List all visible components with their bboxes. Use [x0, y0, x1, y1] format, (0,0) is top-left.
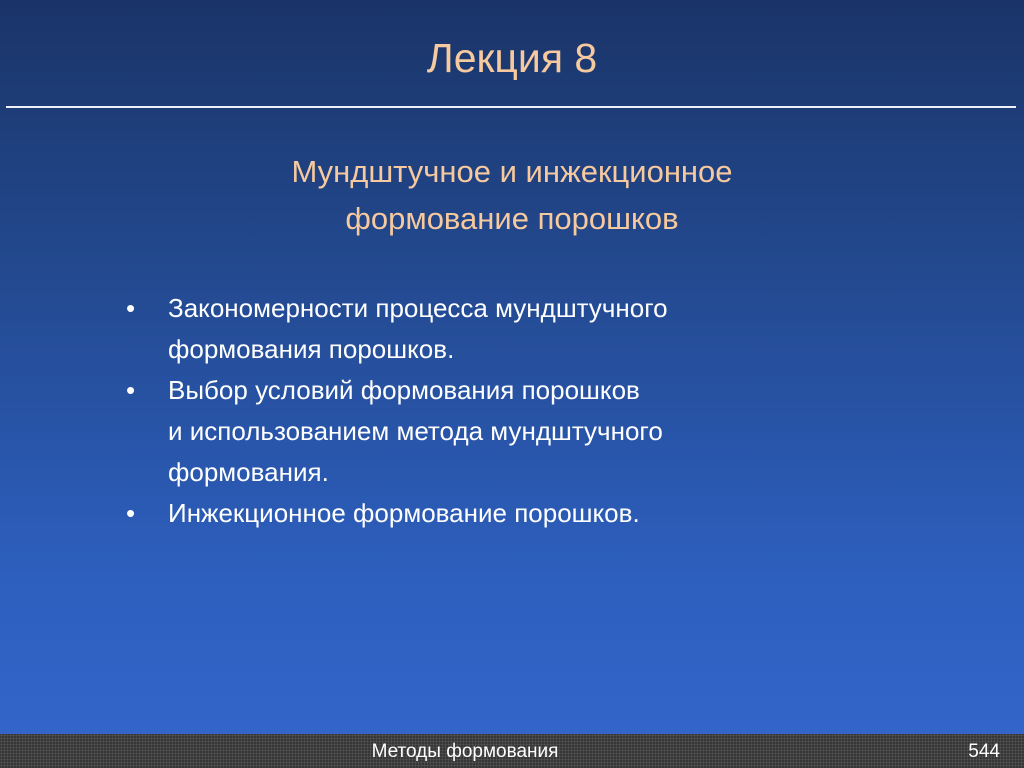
subtitle-line-1: Мундштучное и инжекционное — [291, 154, 733, 189]
bullet-icon: • — [126, 375, 136, 405]
bullet-list — [126, 288, 886, 534]
bullet-text: формования. — [168, 457, 329, 487]
bullet-item — [126, 493, 886, 534]
bullet-text: и использованием метода мундштучного — [168, 416, 663, 446]
slide-title: Лекция 8 — [426, 35, 598, 81]
page-number: 544 — [968, 741, 1000, 762]
bullet-text: Инжекционное формование порошков. — [168, 498, 640, 528]
bullet-text: формования порошков. — [168, 334, 455, 364]
bullet-item — [126, 370, 886, 493]
slide-footer — [0, 734, 1024, 768]
bullet-text: Выбор условий формования порошков — [168, 375, 640, 405]
slide-subtitle — [0, 148, 1024, 242]
bullet-text: Закономерности процесса мундштучного — [168, 293, 668, 323]
bullet-icon: • — [126, 498, 136, 528]
subtitle-line-2: формование порошков — [345, 201, 679, 236]
bullet-item — [126, 288, 886, 370]
bullet-icon: • — [126, 293, 136, 323]
footer-title: Методы формования — [371, 741, 559, 762]
title-divider — [6, 106, 1016, 108]
